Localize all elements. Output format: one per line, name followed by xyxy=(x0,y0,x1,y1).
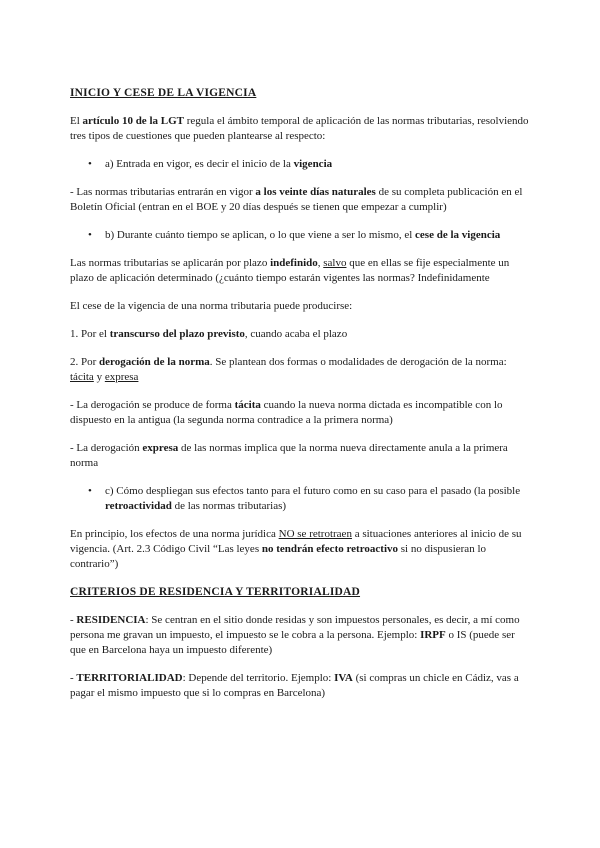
paragraph xyxy=(70,256,530,286)
document-content xyxy=(70,86,530,701)
text-segment: transcurso del plazo previsto xyxy=(109,328,245,340)
text-segment: INICIO Y CESE DE LA VIGENCIA xyxy=(70,87,257,99)
text-segment: regula el ámbito temporal de aplicación de las normas tributarias, resolviendo tres tipos de cuestiones que pueden plantearse al respecto: xyxy=(70,115,529,142)
text-segment: : Se centran en el sitio donde residas y son impuestos personales, es decir, a mí como persona me gravan un impuesto, el impuesto se le cobra a la persona. Ejemplo: xyxy=(70,614,520,641)
text-segment: , cuando acaba el plazo xyxy=(244,328,348,340)
section-heading xyxy=(70,86,530,101)
paragraph xyxy=(70,114,530,144)
text-segment: c) Cómo despliegan sus efectos tanto para el futuro como en su caso para el pasado (la posible xyxy=(105,485,521,497)
bullet-item xyxy=(70,157,530,172)
text-segment: Las normas tributarias se aplicarán por plazo xyxy=(70,257,271,269)
text-segment: IRPF xyxy=(420,629,446,641)
text-segment: : Depende del territorio. Ejemplo: xyxy=(182,672,335,684)
paragraph xyxy=(70,327,530,342)
text-segment: tácita xyxy=(234,399,261,411)
text-segment: En principio, los efectos de una norma jurídica xyxy=(70,528,279,540)
paragraph xyxy=(70,671,530,701)
bullet-item xyxy=(70,228,530,243)
text-segment: - La derogación se produce de forma xyxy=(70,399,235,411)
bullet-marker-icon: • xyxy=(88,158,92,170)
text-segment: artículo 10 de la LGT xyxy=(82,115,184,127)
text-segment: El xyxy=(70,115,83,127)
section-heading xyxy=(70,585,530,600)
paragraph xyxy=(70,527,530,572)
text-segment: de las normas implica que la norma nueva directamente anula a la primera norma xyxy=(70,442,508,469)
bullet-text xyxy=(105,484,530,514)
text-segment: a situaciones anteriores al inicio de su vigencia. (Art. 2.3 Código Civil “Las leyes xyxy=(70,528,522,555)
bullet-item xyxy=(70,484,530,514)
paragraph xyxy=(70,355,530,385)
text-segment: 1. Por el xyxy=(70,328,110,340)
text-segment: cese de la vigencia xyxy=(415,229,501,241)
bullet-text xyxy=(105,228,530,243)
text-segment: - xyxy=(70,672,77,684)
text-segment: cuando la nueva norma dictada es incompatible con lo dispuesto en la antigua (la segunda norma contradice a la primera norma) xyxy=(70,399,503,426)
text-segment: (si compras un chicle en Cádiz, vas a pagar el mismo impuesto que si lo compras en Barcelona) xyxy=(70,672,519,699)
paragraph xyxy=(70,185,530,215)
paragraph xyxy=(70,613,530,658)
text-segment: derogación de la norma xyxy=(99,356,210,368)
text-segment: indefinido xyxy=(270,257,318,269)
bullet-text xyxy=(105,157,530,172)
text-segment: - xyxy=(70,614,77,626)
text-segment: - La derogación xyxy=(70,442,143,454)
text-segment: de su completa publicación en el Boletín Oficial (entran en el BOE y 20 días después se tienen que empezar a cumplir) xyxy=(70,186,523,213)
text-segment: CRITERIOS DE RESIDENCIA Y TERRITORIALIDAD xyxy=(70,586,361,598)
paragraph xyxy=(70,441,530,471)
text-segment: IVA xyxy=(334,672,353,684)
bullet-marker-icon: • xyxy=(88,485,92,497)
text-segment: El cese de la vigencia de una norma tributaria puede producirse: xyxy=(70,300,353,312)
text-segment: 2. Por xyxy=(70,356,100,368)
text-segment: tácita xyxy=(70,371,94,383)
text-segment: que en ellas se fije especialmente un plazo de aplicación determinado (¿cuánto tiempo estarán vigentes las normas? Indefinidamente xyxy=(70,257,510,284)
text-segment: expresa xyxy=(104,371,139,383)
text-segment: a) Entrada en vigor, es decir el inicio de la xyxy=(105,158,294,170)
paragraph xyxy=(70,299,530,314)
text-segment: vigencia xyxy=(293,158,333,170)
text-segment: - Las normas tributarias entrarán en vigor xyxy=(70,186,256,198)
text-segment: y xyxy=(93,371,105,383)
text-segment: TERRITORIALIDAD xyxy=(76,672,183,684)
text-segment: no tendrán efecto retroactivo xyxy=(261,543,398,555)
text-segment: retroactividad xyxy=(105,500,172,512)
text-segment: NO se retrotraen xyxy=(278,528,352,540)
text-segment: salvo xyxy=(323,257,347,269)
text-segment: de las normas tributarias) xyxy=(171,500,287,512)
text-segment: b) Durante cuánto tiempo se aplican, o lo que viene a ser lo mismo, el xyxy=(105,229,416,241)
text-segment: RESIDENCIA xyxy=(76,614,146,626)
text-segment: a los veinte días naturales xyxy=(255,186,376,198)
text-segment: o IS (puede ser que en Barcelona haya un impuesto diferente) xyxy=(70,629,515,656)
bullet-marker-icon: • xyxy=(88,229,92,241)
paragraph xyxy=(70,398,530,428)
text-segment: , xyxy=(317,257,324,269)
text-segment: . Se plantean dos formas o modalidades de derogación de la norma: xyxy=(209,356,507,368)
text-segment: expresa xyxy=(142,442,179,454)
text-segment: si no dispusieran lo contrario”) xyxy=(70,543,486,570)
